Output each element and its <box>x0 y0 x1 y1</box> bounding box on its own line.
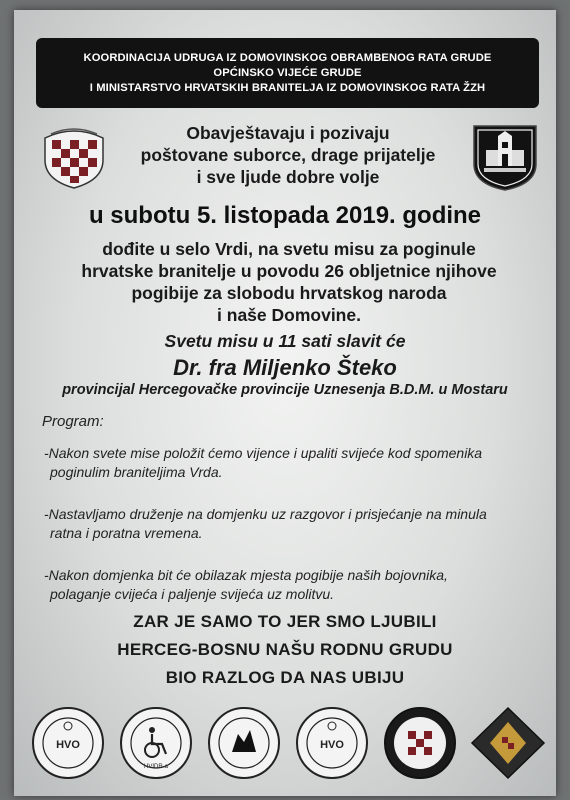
header-line-1: KOORDINACIJA UDRUGA IZ DOMOVINSKOG OBRAMBENOG RATA GRUDE <box>83 51 492 64</box>
closing-statement <box>14 608 556 692</box>
event-date: u subotu 5. listopada 2019. godine <box>88 202 482 229</box>
svg-text:HVO: HVO <box>320 739 344 751</box>
program-item-line: -Nastavljamo druženje na domjenku uz razgovor i prisjećanje na minula <box>44 506 487 522</box>
svg-text:HVO: HVO <box>56 739 80 751</box>
diamond-unit-badge-icon <box>468 704 548 782</box>
hvo-association-badge-icon <box>28 704 108 782</box>
veterans-emblem-badge-icon <box>204 704 284 782</box>
celebrant-name: Dr. fra Miljenko Šteko <box>173 355 397 380</box>
svg-text:HVIDR-a: HVIDR-a <box>143 764 169 770</box>
header-line-3: I MINISTARSTVO HRVATSKIH BRANITELJA IZ DOMOVINSKOG RATA ŽZH <box>89 81 486 94</box>
closing-line-3: BIO RAZLOG DA NAS UBIJU <box>165 668 405 687</box>
closing-line-1: ZAR JE SAMO TO JER SMO LJUBILI <box>133 612 437 631</box>
invite-line-4: i naše Domovine. <box>217 305 361 325</box>
program-item-line: poginulim braniteljima Vrda. <box>50 464 223 480</box>
program-item-line: -Nakon svete mise položit ćemo vijence i upaliti svijeće kod spomenika <box>44 445 483 461</box>
invite-line-1: dođite u selo Vrdi, na svetu misu za poginule <box>102 239 476 259</box>
celebrant-title: provincijal Hercegovačke provincije Uznesenja B.D.M. u Mostaru <box>62 382 508 398</box>
program-item <box>44 505 544 543</box>
program-label: Program: <box>42 413 104 430</box>
checkerboard-cross-badge-icon <box>380 704 460 782</box>
organizers-header <box>36 38 539 108</box>
invite-line-3: pogibije za slobodu hrvatskog naroda <box>131 283 447 303</box>
poster <box>14 10 556 796</box>
association-badges <box>28 704 548 784</box>
intro-line-2: poštovane suborce, drage prijatelje <box>140 145 436 165</box>
municipality-shield-icon <box>470 120 540 192</box>
grude-coat-of-arms-icon <box>39 120 109 190</box>
program-item-line: ratna i poratna vremena. <box>50 525 203 541</box>
disabled-veterans-badge-icon <box>116 704 196 782</box>
program-item-line: polaganje cvijeća i paljenje svijeća uz molitvu. <box>50 586 335 602</box>
intro-text <box>110 122 466 188</box>
header-line-2: OPĆINSKO VIJEĆE GRUDE <box>213 66 362 79</box>
hvo-veterans-badge-icon <box>292 704 372 782</box>
intro-line-3: i sve ljude dobre volje <box>196 167 380 187</box>
program-item <box>44 566 544 604</box>
intro-line-1: Obavještavaju i pozivaju <box>186 123 390 143</box>
invite-line-2: hrvatske branitelje u povodu 26 obljetnice njihove <box>81 261 497 281</box>
mass-announcement: Svetu misu u 11 sati slavit će <box>164 331 406 351</box>
invitation-text <box>74 238 504 326</box>
closing-line-2: HERCEG-BOSNU NAŠU RODNU GRUDU <box>117 640 453 659</box>
program-item-line: -Nakon domjenka bit će obilazak mjesta pogibije naših bojovnika, <box>44 567 448 583</box>
program-item <box>44 444 544 482</box>
